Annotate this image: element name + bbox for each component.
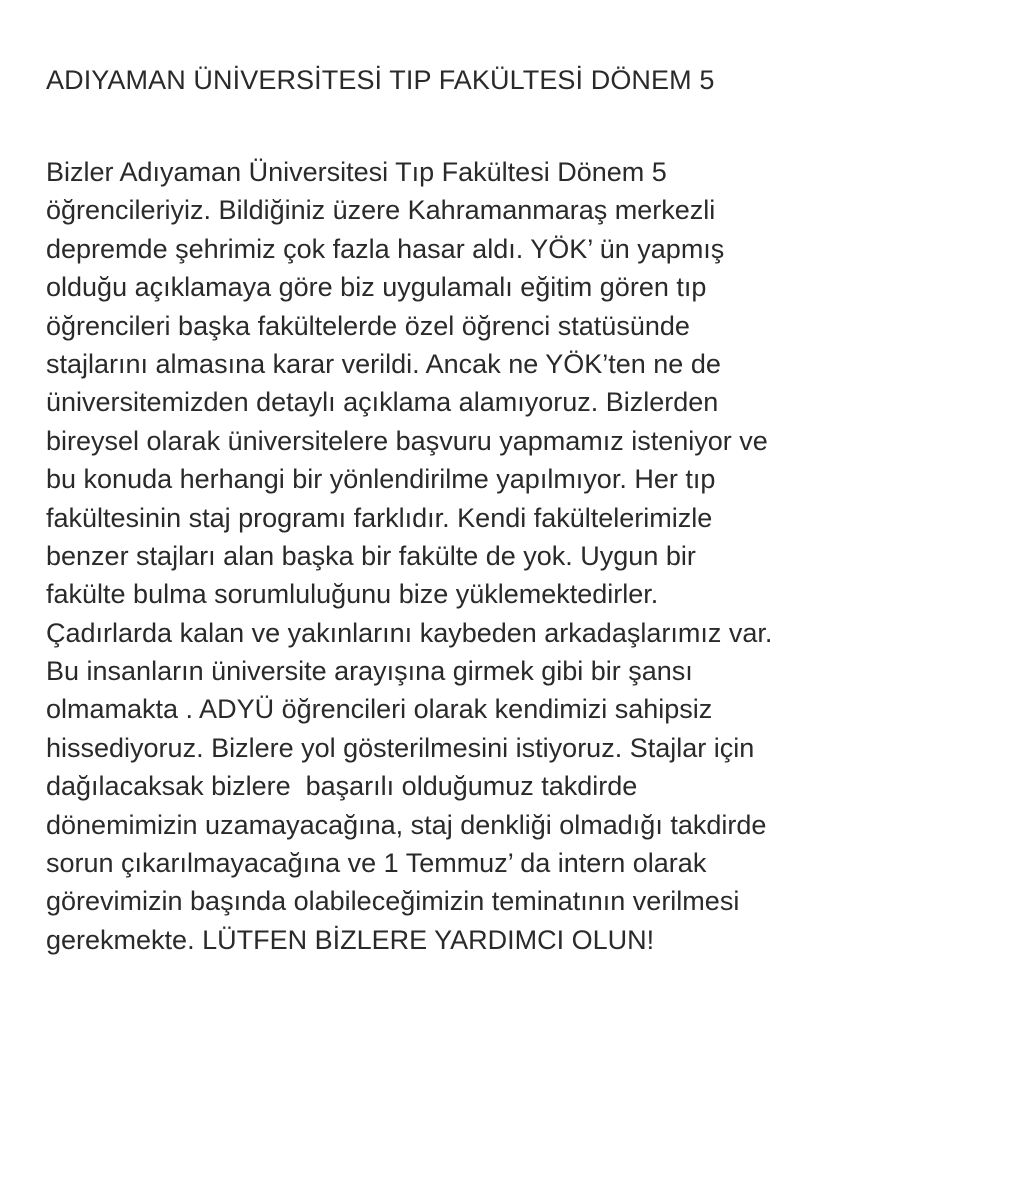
body-line: depremde şehrimiz çok fazla hasar aldı. YÖK’ ün yapmış <box>46 233 725 264</box>
body-line: Çadırlarda kalan ve yakınlarını kaybeden arkadaşlarımız var. <box>46 617 773 648</box>
body-line: hissediyoruz. Bizlere yol gösterilmesini istiyoruz. Stajlar için <box>46 732 755 763</box>
body-line: sorun çıkarılmayacağına ve 1 Temmuz’ da intern olarak <box>46 848 707 879</box>
body-line: olmamakta . ADYÜ öğrencileri olarak kendimizi sahipsiz <box>46 694 713 725</box>
body-line: öğrencileri başka fakültelerde özel öğrenci statüsünde <box>46 310 690 341</box>
body-line: bu konuda herhangi bir yönlendirilme yapılmıyor. Her tıp <box>46 464 716 495</box>
body-line: olduğu açıklamaya göre biz uygulamalı eğitim gören tıp <box>46 272 707 303</box>
body-line: Bizler Adıyaman Üniversitesi Tıp Fakültesi Dönem 5 <box>46 157 667 187</box>
body-line: görevimizin başında olabileceğimizin teminatının verilmesi <box>46 886 740 917</box>
document-body <box>46 153 976 959</box>
body-line: bireysel olarak üniversitelere başvuru yapmamız isteniyor ve <box>46 425 768 456</box>
body-line: fakülte bulma sorumluluğunu bize yüklemektedirler. <box>46 579 659 610</box>
body-line: öğrencileriyiz. Bildiğiniz üzere Kahramanmaraş merkezli <box>46 195 716 226</box>
body-line: dağılacaksak bizlere başarılı olduğumuz takdirde <box>46 771 638 802</box>
body-line: stajlarını almasına karar verildi. Ancak ne YÖK’ten ne de <box>46 348 721 379</box>
body-line: Bu insanların üniversite arayışına girmek gibi bir şansı <box>46 656 693 687</box>
body-line: gerekmekte. LÜTFEN BİZLERE YARDIMCI OLUN! <box>46 924 655 955</box>
document-title: ADIYAMAN ÜNİVERSİTESİ TIP FAKÜLTESİ DÖNEM 5 <box>46 65 715 95</box>
body-line: üniversitemizden detaylı açıklama alamıyoruz. Bizlerden <box>46 387 719 418</box>
body-line: dönemimizin uzamayacağına, staj denkliği olmadığı takdirde <box>46 809 767 840</box>
body-line: fakültesinin staj programı farklıdır. Kendi fakültelerimizle <box>46 502 713 533</box>
body-line: benzer stajları alan başka bir fakülte de yok. Uygun bir <box>46 540 696 571</box>
